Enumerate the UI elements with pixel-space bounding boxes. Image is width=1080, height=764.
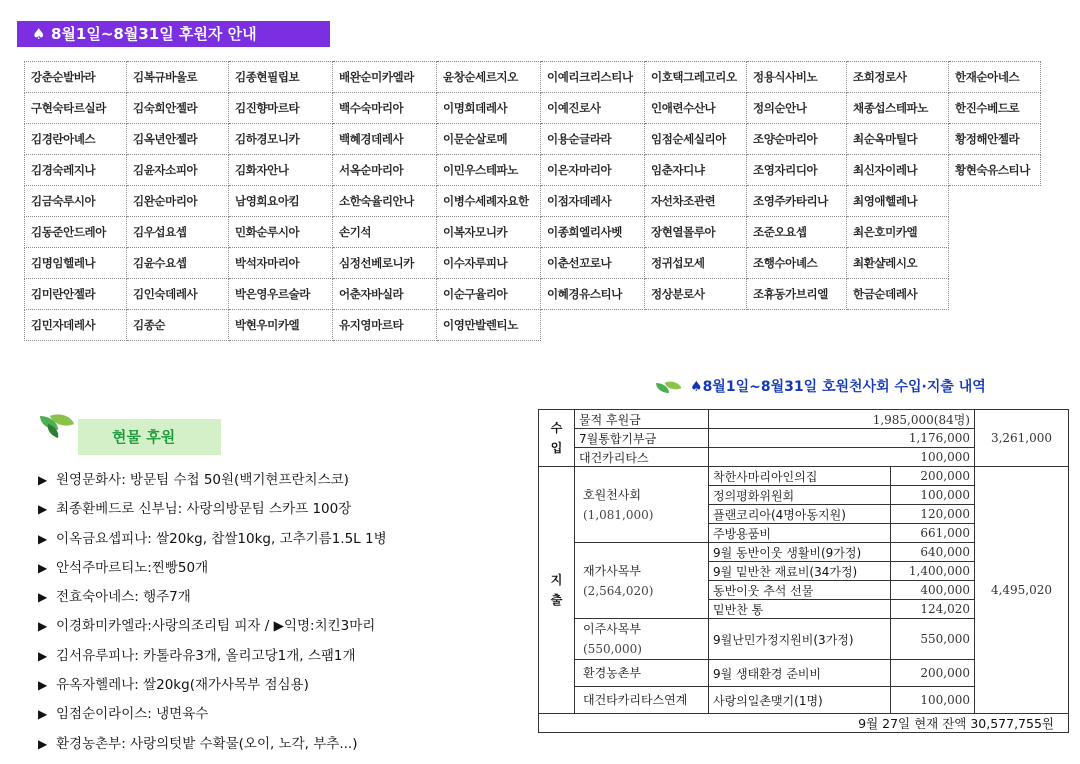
donor-name: 이명희데레사 (437, 93, 541, 124)
donor-name: 배완순미카엘라 (333, 62, 437, 93)
donor-name: 한진수베드로 (949, 93, 1041, 124)
balance-text: 9월 27일 현재 잔액 30,577,755원 (539, 714, 1069, 733)
donor-name: 이순구율리아 (437, 279, 541, 310)
section-banner (17, 21, 330, 47)
donor-name: 민화순루시아 (229, 217, 333, 248)
bullet-triangle-icon: ▶ (38, 502, 48, 517)
donor-name: 박은영우르술라 (229, 279, 333, 310)
empty-cell (949, 248, 1041, 279)
donor-name: 이호택그레고리오 (645, 62, 747, 93)
expense-item: 플랜코리아(4명아동지원) (709, 505, 891, 524)
expense-amount: 661,000 (891, 524, 975, 543)
banner-title: 8월1일~8월31일 후원자 안내 (51, 25, 257, 43)
donor-name: 김우섭요셉 (127, 217, 229, 248)
spade-icon: ♠ (32, 25, 46, 43)
bullet-triangle-icon: ▶ (38, 531, 48, 546)
inkind-item (38, 704, 387, 733)
donor-name: 이예진로사 (541, 93, 645, 124)
donor-name: 이영만발렌티노 (437, 310, 541, 341)
inkind-item (38, 675, 387, 704)
donor-name: 이예리크리스티나 (541, 62, 645, 93)
donor-name: 윤창순세르지오 (437, 62, 541, 93)
income-label (539, 410, 575, 467)
inkind-item (38, 646, 387, 675)
donor-name: 이은자마리아 (541, 155, 645, 186)
inkind-item (38, 616, 387, 645)
income-row (539, 410, 1069, 429)
inkind-list (38, 470, 387, 763)
bullet-triangle-icon: ▶ (38, 590, 48, 605)
donor-row (25, 217, 1041, 248)
donor-name: 유지영마르타 (333, 310, 437, 341)
donor-name: 서옥순마리아 (333, 155, 437, 186)
donor-name: 한재순아네스 (949, 62, 1041, 93)
donor-name: 어춘자바실라 (333, 279, 437, 310)
expense-amount: 550,000 (891, 619, 975, 660)
inkind-text: 최종환베드로 신부님: 사랑의방문팀 스카프 100장 (56, 501, 352, 518)
inkind-item (38, 470, 387, 499)
inkind-item (38, 558, 387, 587)
expense-dept (575, 660, 709, 687)
expense-item: 착한사마리아인의집 (709, 467, 891, 486)
donor-name: 임점순세실리아 (645, 124, 747, 155)
expense-amount: 400,000 (891, 581, 975, 600)
donor-name: 조행수아녜스 (747, 248, 847, 279)
donor-name: 김완순마리아 (127, 186, 229, 217)
donor-name: 장현열몰루아 (645, 217, 747, 248)
donor-name: 이수자루피나 (437, 248, 541, 279)
empty-cell (747, 310, 847, 341)
donor-name: 백혜경데레사 (333, 124, 437, 155)
expense-amount: 200,000 (891, 467, 975, 486)
donor-name: 김금숙루시아 (25, 186, 127, 217)
donor-name: 조영주카타리나 (747, 186, 847, 217)
dept-subtotal: (550,000) (583, 642, 642, 656)
donor-name: 김경숙레지나 (25, 155, 127, 186)
donor-name: 김경란아녜스 (25, 124, 127, 155)
expense-item: 동반이웃 추석 선물 (709, 581, 891, 600)
empty-cell (541, 310, 645, 341)
dept-name: 호원천사회 (583, 487, 641, 502)
income-name: 물적 후원금 (575, 410, 709, 429)
income-amount: 1,985,000(84명) (709, 410, 975, 429)
expense-amount: 640,000 (891, 543, 975, 562)
inkind-text: 임점순이라이스: 냉면육수 (56, 706, 209, 723)
finance-title: 8월1일~8월31일 호원천사회 수입·지출 내역 (702, 379, 986, 395)
donor-row (25, 248, 1041, 279)
donor-name: 조준오요셉 (747, 217, 847, 248)
donor-name: 김화자안나 (229, 155, 333, 186)
donor-name: 강춘순발바라 (25, 62, 127, 93)
donor-name: 정의순안나 (747, 93, 847, 124)
income-char-2: 입 (550, 441, 563, 455)
income-name: 대건카리타스 (575, 448, 709, 467)
donor-row (25, 62, 1041, 93)
income-amount: 1,176,000 (709, 429, 975, 448)
expense-item: 9월 생태환경 준비비 (709, 660, 891, 687)
income-total: 3,261,000 (975, 410, 1069, 467)
bullet-triangle-icon: ▶ (38, 678, 48, 693)
expense-item: 9월 동반이웃 생활비(9가정) (709, 543, 891, 562)
donor-name: 김하경모니카 (229, 124, 333, 155)
income-name: 7월통합기부금 (575, 429, 709, 448)
donor-name: 최환샬레시오 (847, 248, 949, 279)
donor-row (25, 124, 1041, 155)
donor-name: 최신자이레나 (847, 155, 949, 186)
dept-name: 이주사목부 (583, 622, 641, 636)
donor-name: 최은호미카엘 (847, 217, 949, 248)
donor-table (24, 61, 1041, 341)
inkind-text: 원영문화사: 방문팀 수첩 50원(백기현프란치스코) (56, 472, 349, 488)
donor-name: 황정해안젤라 (949, 124, 1041, 155)
empty-cell (847, 310, 949, 341)
donor-name: 채종섭스테파노 (847, 93, 949, 124)
donor-name: 조영자리디아 (747, 155, 847, 186)
expense-item: 밑반찬 통 (709, 600, 891, 619)
income-amount: 100,000 (709, 448, 975, 467)
finance-table (538, 409, 1069, 733)
inkind-text: 김서유루피나: 카톨라유3개, 올리고당1개, 스팸1개 (56, 647, 356, 664)
expense-amount: 120,000 (891, 505, 975, 524)
donor-name: 인애련수산나 (645, 93, 747, 124)
expense-amount: 100,000 (891, 687, 975, 714)
inkind-item (38, 499, 387, 528)
donor-name: 김인숙데레사 (127, 279, 229, 310)
expense-label (539, 467, 575, 714)
donor-name: 남영희요아킴 (229, 186, 333, 217)
expense-total: 4,495,020 (975, 467, 1069, 714)
inkind-title: 현물 후원 (78, 419, 221, 455)
expense-amount: 1,400,000 (891, 562, 975, 581)
donor-name: 김명임헬레나 (25, 248, 127, 279)
bullet-triangle-icon: ▶ (38, 560, 48, 575)
spade-icon: ♠ (690, 379, 703, 395)
expense-item: 정의평화위원회 (709, 486, 891, 505)
expense-dept (575, 687, 709, 714)
donor-name: 최순옥마틸다 (847, 124, 949, 155)
donor-name: 김진향마르타 (229, 93, 333, 124)
donor-name: 심정선베로니카 (333, 248, 437, 279)
donor-name: 황현숙유스티나 (949, 155, 1041, 186)
expense-amount: 200,000 (891, 660, 975, 687)
expense-amount: 100,000 (891, 486, 975, 505)
donor-name: 박석자마리아 (229, 248, 333, 279)
donor-name: 김동준안드레아 (25, 217, 127, 248)
finance-heading (656, 376, 986, 396)
inkind-text: 안석주마르티노:찐빵50개 (56, 559, 209, 576)
inkind-item (38, 529, 387, 558)
empty-cell (949, 186, 1041, 217)
donor-name: 김숙희안젤라 (127, 93, 229, 124)
donor-name: 이종희엘리사벳 (541, 217, 645, 248)
inkind-text: 환경농촌부: 사랑의텃밭 수확물(오이, 노각, 부추...) (56, 735, 358, 752)
donor-name: 정상분로사 (645, 279, 747, 310)
bullet-triangle-icon: ▶ (38, 736, 48, 751)
donor-name: 이춘선꼬로나 (541, 248, 645, 279)
donor-name: 자선차조관련 (645, 186, 747, 217)
bullet-triangle-icon: ▶ (38, 473, 48, 487)
donor-name: 한금순데레사 (847, 279, 949, 310)
expense-item: 사랑의일촌맺기(1명) (709, 687, 891, 714)
balance-row (539, 714, 1069, 733)
expense-item: 9월 밑반찬 재료비(34가정) (709, 562, 891, 581)
donor-name: 손기석 (333, 217, 437, 248)
bullet-triangle-icon: ▶ (38, 648, 48, 663)
donor-row (25, 186, 1041, 217)
donor-name: 최영애헬레나 (847, 186, 949, 217)
donor-name: 정용식사비노 (747, 62, 847, 93)
inkind-text: 이경화미카엘라:사랑의조리팀 피자 / ▶익명:치킨3마리 (56, 618, 376, 635)
expense-amount: 124,020 (891, 600, 975, 619)
donor-name: 조희정로사 (847, 62, 949, 93)
dept-subtotal: (1,081,000) (583, 507, 654, 522)
empty-cell (949, 310, 1041, 341)
donor-name: 조양순마리아 (747, 124, 847, 155)
expense-char-1: 지 (550, 573, 563, 587)
donor-name: 조휴동가브리엘 (747, 279, 847, 310)
donor-name: 김민자데레사 (25, 310, 127, 341)
donor-name: 정귀섭모세 (645, 248, 747, 279)
donor-name: 이복자모니카 (437, 217, 541, 248)
dept-name: 대건타카리타스연계 (583, 693, 688, 707)
donor-row (25, 155, 1041, 186)
donor-name: 이문순살로메 (437, 124, 541, 155)
empty-cell (949, 279, 1041, 310)
leaf-icon (38, 410, 76, 440)
donor-name: 김옥년안젤라 (127, 124, 229, 155)
donor-name: 김미란안젤라 (25, 279, 127, 310)
expense-dept (575, 619, 709, 660)
donor-row (25, 279, 1041, 310)
donor-row (25, 93, 1041, 124)
donor-name: 박현우미카엘 (229, 310, 333, 341)
donor-name: 이혜경유스티나 (541, 279, 645, 310)
donor-name: 김윤수요셉 (127, 248, 229, 279)
donor-name: 이민우스테파노 (437, 155, 541, 186)
empty-cell (645, 310, 747, 341)
donor-row (25, 310, 1041, 341)
expense-row (539, 467, 1069, 486)
donor-name: 이병수세례자요한 (437, 186, 541, 217)
donor-name: 김종현필립보 (229, 62, 333, 93)
donor-name: 이점자데레사 (541, 186, 645, 217)
donor-name: 소한숙율리안나 (333, 186, 437, 217)
expense-item: 주방용품비 (709, 524, 891, 543)
inkind-item (38, 587, 387, 616)
donor-name: 김복규바울로 (127, 62, 229, 93)
donor-name: 구현숙타르실라 (25, 93, 127, 124)
dept-subtotal: (2,564,020) (583, 583, 654, 598)
bullet-triangle-icon: ▶ (38, 707, 48, 722)
income-char-1: 수 (550, 421, 563, 435)
bullet-triangle-icon: ▶ (38, 619, 48, 634)
dept-name: 재가사목부 (583, 563, 641, 578)
inkind-item (38, 734, 387, 763)
inkind-text: 전효숙아네스: 행주7개 (56, 589, 191, 606)
dept-name: 환경농촌부 (583, 666, 641, 680)
expense-dept (575, 543, 709, 619)
donor-name: 임춘자디냐 (645, 155, 747, 186)
donor-name: 이용순글라라 (541, 124, 645, 155)
donor-name: 김종순 (127, 310, 229, 341)
expense-char-2: 출 (550, 593, 563, 607)
donor-name: 백수숙마리아 (333, 93, 437, 124)
donor-name: 김윤자소피아 (127, 155, 229, 186)
inkind-text: 이옥금요셉피나: 쌀20kg, 찹쌀10kg, 고추기름1.5L 1병 (56, 530, 387, 547)
expense-dept (575, 467, 709, 543)
empty-cell (949, 217, 1041, 248)
leaf-icon (656, 378, 682, 396)
expense-item: 9월난민가정지원비(3가정) (709, 619, 891, 660)
inkind-text: 유옥자헬레나: 쌀20kg(재가사목부 점심용) (56, 677, 309, 694)
